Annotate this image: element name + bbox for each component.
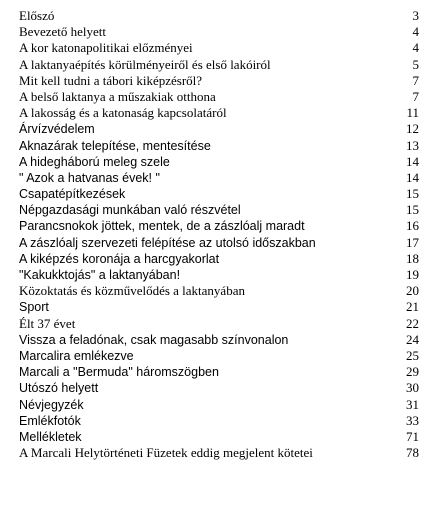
toc-entry-page: 18 — [406, 250, 419, 266]
toc-entry-page: 31 — [406, 396, 419, 412]
toc-entry-page: 15 — [406, 202, 419, 218]
toc-entry-title: "Kakukktojás" a laktanyában! — [19, 268, 181, 282]
toc-entry-page: 20 — [406, 283, 419, 299]
toc-entry — [19, 267, 419, 283]
toc-entry-title: Marcalira emlékezve — [19, 348, 134, 363]
toc-entry-page: 22 — [406, 315, 419, 331]
toc-entry — [19, 445, 419, 461]
toc-entry-page: 4 — [412, 24, 419, 40]
toc-entry-title: Élt 37 évet — [19, 315, 76, 331]
toc-entry-page: 21 — [406, 299, 419, 315]
toc-entry-title: Csapatépítkezések — [19, 187, 126, 202]
toc-entry-title: " Azok a hatvanas évek! " — [19, 170, 160, 185]
toc-entry-title: A kor katonapolitikai előzményei — [19, 40, 193, 56]
toc-entry-title: Bevezető helyett — [19, 24, 106, 40]
toc-entry-title: Mit kell tudni a tábori kiképzésről? — [19, 72, 203, 88]
toc-entry — [19, 218, 419, 234]
toc-entry-title: Árvízvédelem — [19, 122, 95, 137]
toc-entry — [19, 299, 419, 315]
toc-entry — [19, 186, 419, 202]
toc-entry — [19, 8, 419, 24]
toc-entry — [19, 138, 419, 154]
toc-entry — [19, 170, 419, 186]
toc-entry-page: 13 — [406, 137, 419, 153]
toc-entry-title: Sport — [19, 300, 49, 315]
toc-entry — [19, 348, 419, 364]
toc-entry-title: Közoktatás és közművelődés a laktanyában — [19, 283, 245, 299]
toc-entry — [19, 316, 419, 332]
toc-entry — [19, 24, 419, 40]
toc-entry — [19, 121, 419, 137]
toc-entry-title: Népgazdasági munkában való részvétel — [19, 203, 241, 218]
toc-entry — [19, 105, 419, 121]
toc-entry-page: 25 — [406, 347, 419, 363]
toc-entry-title: Emlékfotók — [19, 413, 81, 428]
toc-entry-page: 3 — [412, 8, 419, 23]
toc-entry-page: 7 — [412, 72, 419, 88]
toc-entry-page: 33 — [406, 412, 419, 428]
toc-entry — [19, 40, 419, 56]
toc-entry — [19, 154, 419, 170]
toc-entry-page: 78 — [406, 445, 419, 461]
toc-entry-title: A belső laktanya a műszakiak otthona — [19, 88, 216, 104]
toc-entry-title: Parancsnokok jöttek, mentek, de a zászlóalj maradt — [19, 219, 305, 234]
toc-entry-page: 11 — [406, 105, 419, 121]
toc-entry-page: 29 — [406, 364, 419, 380]
toc-entry — [19, 429, 419, 445]
toc-entry-title: Aknazárak telepítése, mentesítése — [19, 138, 211, 153]
toc-entry-title: A laktanyaépítés körülményeiről és első lakóiról — [19, 56, 271, 72]
table-of-contents — [19, 8, 419, 461]
toc-entry-title: Névjegyzék — [19, 397, 84, 412]
toc-entry-title: Mellékletek — [19, 429, 82, 444]
toc-entry — [19, 332, 419, 348]
toc-entry — [19, 397, 419, 413]
toc-entry-title: A Marcali Helytörténeti Füzetek eddig megjelent kötetei — [19, 445, 313, 461]
toc-entry — [19, 364, 419, 380]
toc-entry-page: 24 — [406, 331, 419, 347]
toc-entry — [19, 73, 419, 89]
toc-entry — [19, 413, 419, 429]
toc-entry-title: Utószó helyett — [19, 381, 99, 396]
toc-entry-page: 14 — [406, 153, 419, 169]
toc-entry — [19, 251, 419, 267]
toc-entry-title: A hidegháború meleg szele — [19, 154, 170, 169]
toc-entry-page: 16 — [406, 218, 419, 234]
toc-entry-title: A lakosság és a katonaság kapcsolatáról — [19, 105, 227, 121]
toc-entry-page: 15 — [406, 186, 419, 202]
toc-entry-title: Előszó — [19, 8, 55, 23]
toc-entry — [19, 202, 419, 218]
toc-entry — [19, 283, 419, 299]
toc-entry — [19, 89, 419, 105]
toc-entry-page: 19 — [406, 267, 419, 282]
toc-entry-title: Marcali a "Bermuda" háromszögben — [19, 365, 219, 380]
toc-entry — [19, 235, 419, 251]
toc-entry-page: 4 — [412, 40, 419, 56]
toc-entry-page: 14 — [406, 169, 419, 185]
toc-entry-page: 7 — [412, 88, 419, 104]
toc-entry-page: 30 — [406, 380, 419, 396]
toc-entry-page: 71 — [406, 428, 419, 444]
toc-entry-page: 12 — [406, 121, 419, 137]
toc-entry — [19, 380, 419, 396]
toc-entry-title: A kiképzés koronája a harcgyakorlat — [19, 251, 220, 266]
toc-entry-page: 5 — [412, 56, 419, 72]
toc-entry-title: Vissza a feladónak, csak magasabb színvonalon — [19, 332, 289, 347]
toc-entry-title: A zászlóalj szervezeti felépítése az utolsó időszakban — [19, 235, 316, 250]
toc-entry — [19, 57, 419, 73]
toc-entry-page: 17 — [406, 234, 419, 250]
